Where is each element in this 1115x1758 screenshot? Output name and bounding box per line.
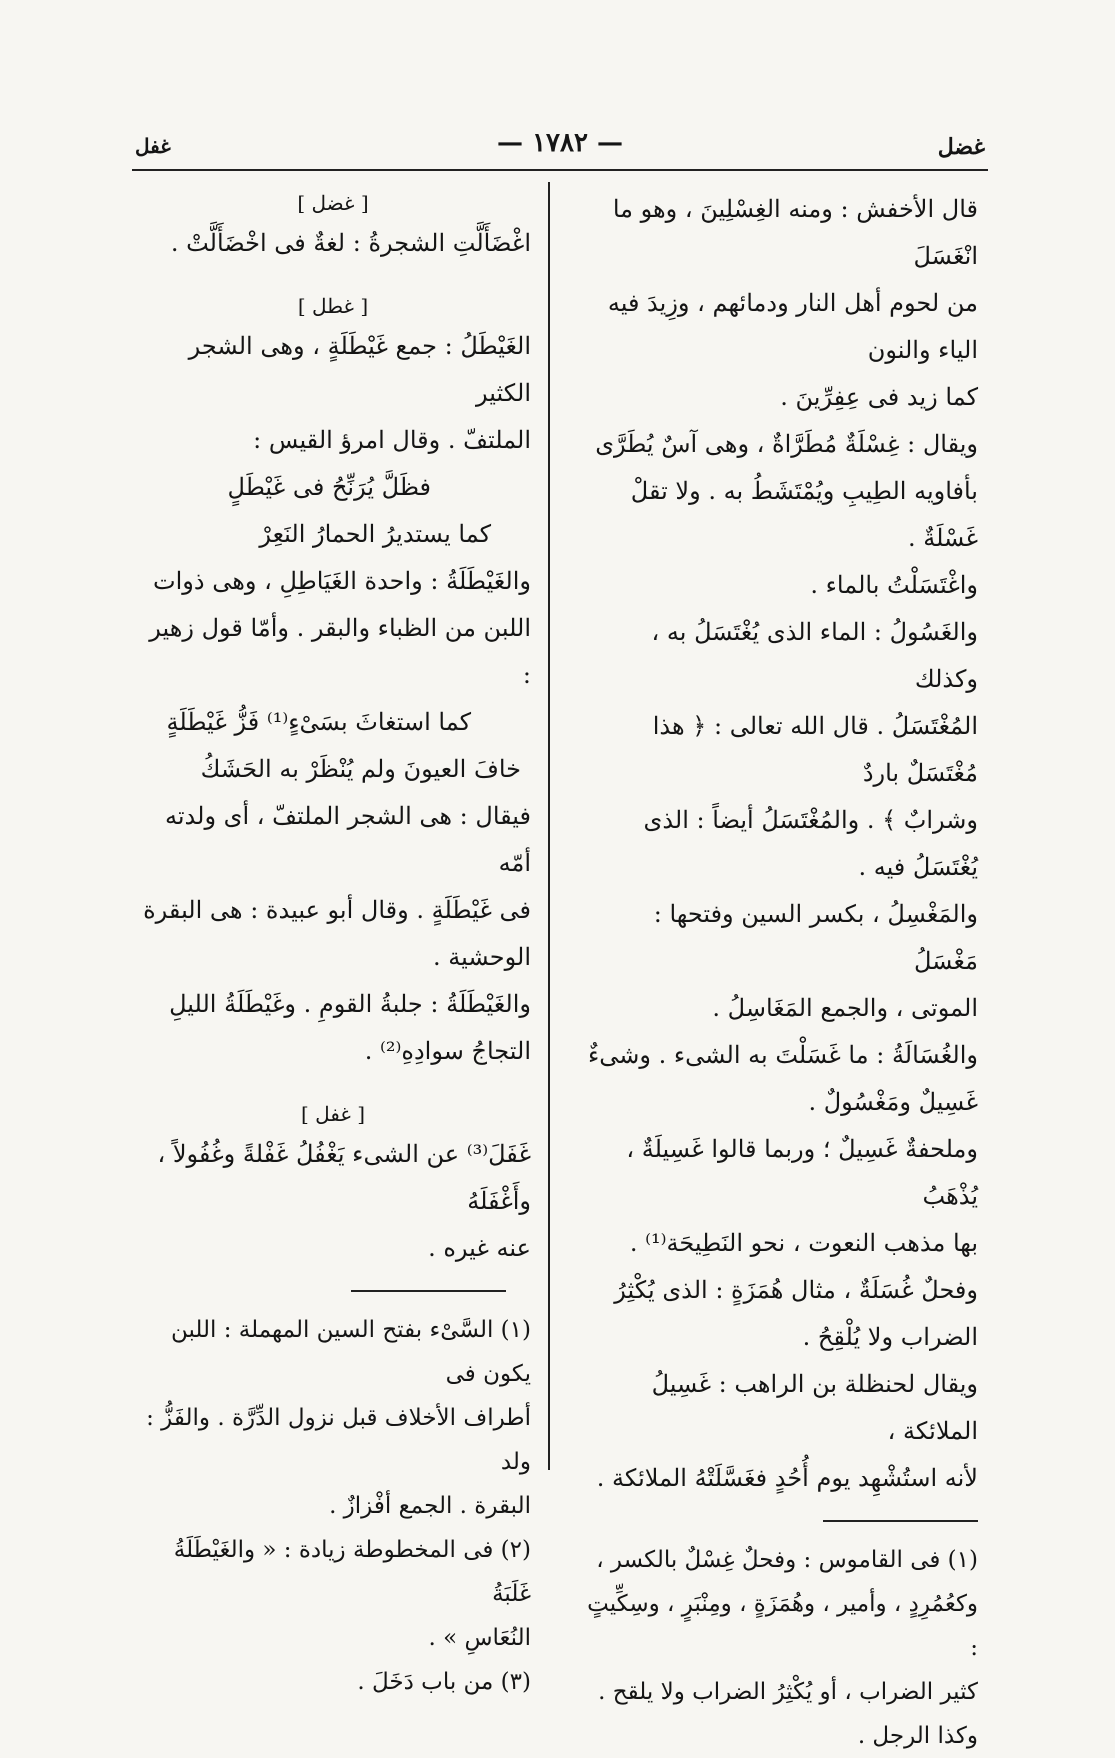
paragraph-line: الملتفّ . وقال امرؤ القيس : xyxy=(253,426,531,454)
verse-hemistich: فظَلَّ يُرَنِّحُ فى غَيْطَلٍ xyxy=(227,473,431,501)
column-divider xyxy=(548,182,550,1470)
paragraph-line: وشرابٌ ﴾ . والمُغْتَسَلُ أيضاً : الذى يُغْتَسَلُ فيه . xyxy=(643,806,978,881)
footnote-line: (٢) فى المخطوطة زيادة : « والغَيْطَلَةُ غَلَبَةُ xyxy=(173,1537,531,1607)
page-number: — ١٧٨٢ — xyxy=(497,128,623,158)
paragraph-line: والغُسَالَةُ : ما غَسَلْتَ به الشىء . وشىءٌ xyxy=(587,1041,978,1069)
paragraph-line: والغَسُولُ : الماء الذى يُغْتَسَلُ به ، وكذلك xyxy=(651,618,978,693)
entry-heading-ghafl: [ غفل ] xyxy=(300,1102,366,1126)
left-column xyxy=(135,186,531,1704)
paragraph-line: والغَيْطَلَةُ : واحدة الغَيَاطِلِ ، وهى ذوات xyxy=(153,567,531,595)
paragraph-line: اغْضَأَلَّتِ الشجرةُ : لغةٌ فى اخْضَأَلَّتْ . xyxy=(170,229,531,257)
paragraph-line: ويقال لحنظلة بن الراهب : غَسِيلُ الملائكة ، xyxy=(651,1370,978,1445)
right-column xyxy=(585,186,978,1758)
paragraph-line: فيقال : هى الشجر الملتفّ ، أى ولدته أمّه xyxy=(164,802,531,877)
paragraph-line: الضراب ولا يُلْقِحُ . xyxy=(802,1323,978,1351)
paragraph-line: والمَغْسِلُ ، بكسر السين وفتحها : مَغْسَلُ xyxy=(653,900,978,975)
footnote-line: (١) السَّىْء بفتح السين المهملة : اللبن يكون فى xyxy=(170,1317,531,1387)
paragraph-line: فى غَيْطَلَةٍ . وقال أبو عبيدة : هى البقرة الوحشية . xyxy=(143,896,531,971)
paragraph-line: المُغْتَسَلُ . قال الله تعالى : ﴿ هذا مُغْتَسَلٌ باردٌ xyxy=(652,712,978,787)
header-root-word-right: غضل xyxy=(937,134,985,160)
paragraph-line: والغَيْطَلَةُ : جلبةُ القومِ . وغَيْطَلَةُ الليلِ xyxy=(169,990,531,1018)
footnote-line: البقرة . الجمع أفْزازٌ . xyxy=(329,1493,531,1519)
verse-hemistich: كما يستديرُ الحمارُ النَعِرْ xyxy=(259,520,491,548)
paragraph-line: الغَيْطَلُ : جمع غَيْطَلَةٍ ، وهى الشجر الكثير xyxy=(188,332,531,407)
paragraph-line: واغْتَسَلْتُ بالماء . xyxy=(810,571,978,599)
footnote-line: وكعُمُرِدٍ ، وأمير ، وهُمَزَةٍ ، ومِنْبَرٍ ، وسِكِّيتٍ : xyxy=(587,1591,978,1661)
entry-heading-ghatl: [ غطل ] xyxy=(297,294,369,318)
paragraph-line: من لحوم أهل النار ودمائهم ، وزِيدَ فيه الياء والنون xyxy=(607,289,978,364)
paragraph-line: غَفَلَ⁽³⁾ عن الشىء يَغْفُلُ غَفْلةً وغُفُولاً ، وأَغْفَلَهُ xyxy=(157,1140,531,1215)
verse-hemistich: خافَ العيونَ ولم يُنْظَرْ به الحَشَكُ xyxy=(200,755,521,783)
paragraph-line: ويقال : غِسْلَةٌ مُطَرَّاةٌ ، وهى آسٌ يُطَرَّى xyxy=(595,430,978,458)
paragraph-line: بها مذهب النعوت ، نحو النَطِيحَة⁽¹⁾ . xyxy=(629,1229,978,1257)
paragraph-line: بأفاويه الطِيبِ ويُمْتَشَطُ به . ولا تقلْ غَسْلَةٌ . xyxy=(630,477,978,552)
footnote-line: (٣) من باب دَخَلَ . xyxy=(357,1669,531,1695)
paragraph-line: وملحفةٌ غَسِيلٌ ؛ وربما قالوا غَسِيلَةٌ ، يُذْهَبُ xyxy=(626,1135,978,1210)
footnote-line: كثير الضراب ، أو يُكْثِرُ الضراب ولا يلقح . xyxy=(598,1679,978,1705)
paragraph-line: اللبن من الظباء والبقر . وأمّا قول زهير : xyxy=(149,614,531,689)
footnote-line: وكذا الرجل . xyxy=(857,1723,978,1749)
footnote-line: أطراف الأخلاف قبل نزول الدِّرَّة . والفَزُّ : ولد xyxy=(146,1405,531,1475)
entry-heading-ghadl: [ غضل ] xyxy=(297,191,369,215)
paragraph-line: غَسِيلٌ ومَغْسُولٌ . xyxy=(808,1088,978,1116)
paragraph-line: الموتى ، والجمع المَغَاسِلُ . xyxy=(712,994,978,1022)
paragraph-line: لأنه استُشْهِد يوم أُحُدٍ فغَسَّلَتْهُ الملائكة . xyxy=(596,1464,978,1492)
footnote-separator xyxy=(823,1520,978,1522)
page-header xyxy=(135,128,985,164)
footnote-line: (١) فى القاموس : وفحلٌ غِسْلٌ بالكسر ، xyxy=(596,1547,978,1573)
paragraph-line: عنه غيره . xyxy=(428,1234,531,1262)
verse-hemistich: كما استغاثَ بسَىْءٍ⁽¹⁾ فَزُّ غَيْطَلَةٍ xyxy=(166,708,471,736)
paragraph-line: وفحلٌ غُسَلَةٌ ، مثال هُمَزَةٍ : الذى يُكْثِرُ xyxy=(614,1276,978,1304)
footnote-line: النُعَاسِ » . xyxy=(428,1625,531,1651)
header-root-word-left: غفل xyxy=(135,134,171,158)
footnote-separator xyxy=(351,1290,506,1292)
paragraph-line: قال الأخفش : ومنه الغِسْلِينَ ، وهو ما انْغَسَلَ xyxy=(612,195,978,270)
header-rule xyxy=(132,169,988,171)
paragraph-line: التجاجُ سوادِهِ⁽²⁾ . xyxy=(364,1037,531,1065)
paragraph-line: كما زيد فى عِفِرِّينَ . xyxy=(780,383,978,411)
